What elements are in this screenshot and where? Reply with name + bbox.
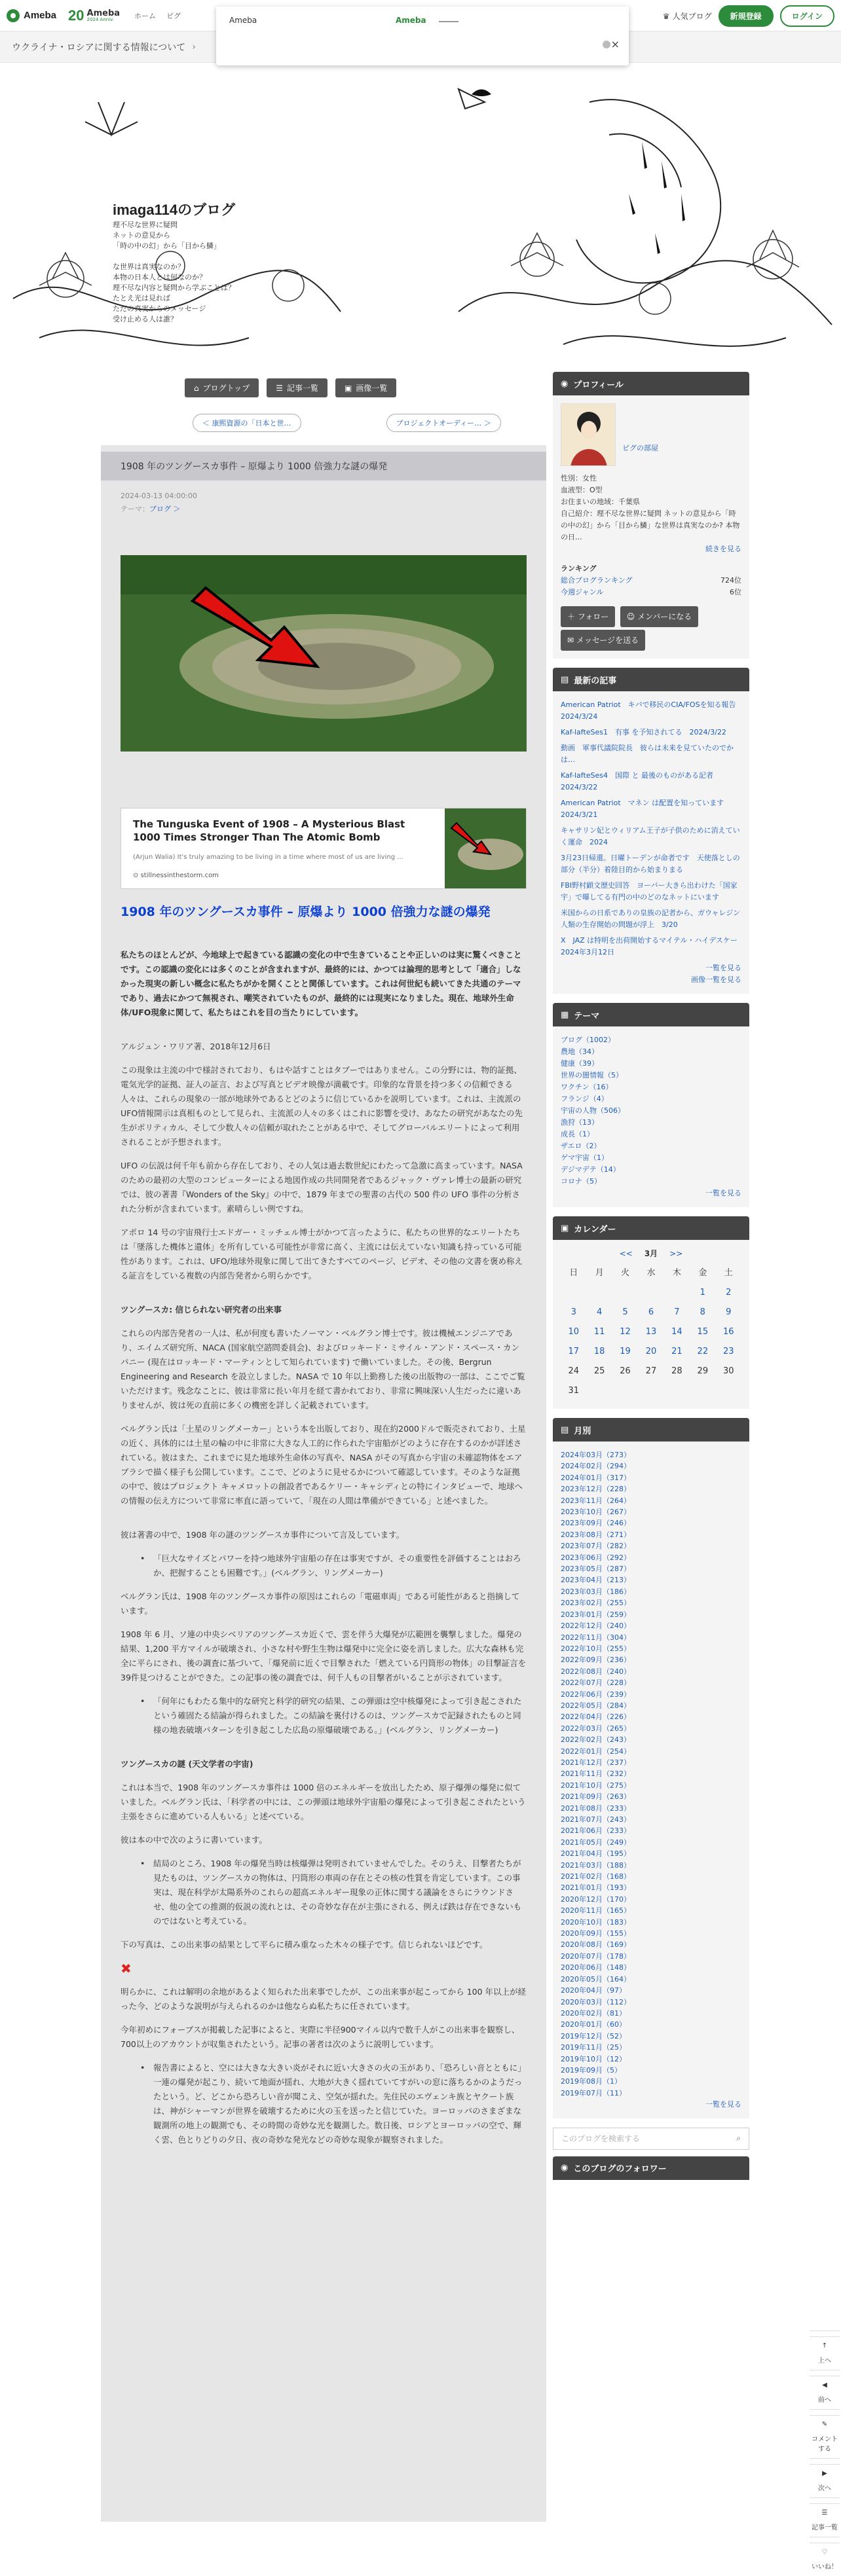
anniversary-logo[interactable] xyxy=(68,9,84,23)
archive-month-item[interactable]: 2021年11月（232） xyxy=(561,1769,631,1779)
popular-blogs-link[interactable]: ♛ 人気ブログ xyxy=(662,11,712,21)
profile-header: ◉ プロフィール xyxy=(553,372,749,395)
archive-month-item[interactable]: 2021年12月（237） xyxy=(561,1758,631,1767)
top-right xyxy=(663,5,834,27)
theme-item[interactable]: 世界の闇情報（5） xyxy=(561,1071,623,1079)
archive-month-item[interactable]: 2019年12月（52） xyxy=(561,2031,626,2041)
recent-item[interactable]: 動画 軍事代議院院長 彼らは未来を見ていたのでかは… xyxy=(561,744,734,764)
broken-image-icon: ✖ xyxy=(121,1961,132,1976)
send-message-button[interactable]: ✉ メッセージを送る xyxy=(561,630,645,651)
article-list-button[interactable]: ☰ 記事一覧 xyxy=(267,378,327,397)
page-controls xyxy=(810,2331,840,2576)
post-quote: • 「何年にもわたる集中的な研究と科学的研究の結果、この弾頭は空中核爆発によって引き起こされたという確固たる結論が得られました。この結論を裏付けるのは、ツングースカで記録されたものと同様の地表破壊パターンを引き起こした広島の原爆破壊である。」(ベルグラン、リングメーカー) xyxy=(121,1694,527,1737)
calendar-next[interactable]: >> xyxy=(669,1249,683,1258)
archive-month-item[interactable]: 2020年09月（155） xyxy=(561,1929,631,1938)
theme-item[interactable]: ブログ（1002） xyxy=(561,1036,615,1044)
archive-list xyxy=(553,1442,749,2118)
plus-icon: ＋ xyxy=(567,612,578,621)
ameba-logo-icon xyxy=(7,9,20,22)
embed-card-url: ⊙ stillnessinthestorm.com xyxy=(133,872,219,879)
recent-item[interactable]: American Patriot マネン は配置を知っています 2024/3/21 xyxy=(561,799,732,819)
blog-nav xyxy=(185,378,396,397)
archive-header: ▤ 月別 xyxy=(553,1418,749,1442)
recent-more-link[interactable]: 一覧を見る xyxy=(705,964,741,972)
image-icon: ▣ xyxy=(345,383,352,393)
theme-item[interactable]: デジマデテ（14） xyxy=(561,1165,620,1174)
archive-month-item[interactable]: 2021年05月（249） xyxy=(561,1838,631,1847)
archive-month-item[interactable]: 2021年04月（195） xyxy=(561,1849,631,1859)
profile-name-link[interactable]: ピグの部屋 xyxy=(622,444,658,452)
theme-item[interactable]: 健康（39） xyxy=(561,1059,599,1068)
entry-pager xyxy=(193,414,501,432)
archive-month-item[interactable]: 2022年12月（240） xyxy=(561,1622,631,1631)
popup-divider xyxy=(439,21,458,22)
post-byline: アルジュン・ワリア著、2018年12月6日 xyxy=(121,1042,271,1051)
archive-month-item[interactable]: 2024年01月（317） xyxy=(561,1473,631,1482)
post-paragraph: これは本当で、1908 年のツングースカ事件は 1000 倍のエネルギーを放出したため、原子爆弾の爆発に似ていました。ベルグラン氏は、「科学者の中には、この弾頭は地球外宇宙船の爆発によって引き起こされたという主張をさらに進めている人もいる」と述べている。 xyxy=(121,1783,526,1821)
article-list-button[interactable]: ☰ 記事一覧 xyxy=(810,2497,840,2537)
archive-month-item[interactable]: 2020年05月（164） xyxy=(561,1974,631,1984)
calendar-box xyxy=(553,1240,749,1409)
recent-list xyxy=(553,691,749,994)
arrow-left-icon: ◀ xyxy=(810,2376,840,2394)
become-member-button[interactable]: ☺ メンバーになる xyxy=(620,606,699,627)
theme-item[interactable]: 宇宙の人物（506） xyxy=(561,1106,625,1115)
archive-month-item[interactable]: 2023年06月（292） xyxy=(561,1553,631,1562)
top-nav xyxy=(134,10,181,21)
blog-header-art xyxy=(0,63,841,371)
blog-top-button[interactable]: ⌂ ブログトップ xyxy=(185,378,259,397)
calendar-month: 3月 xyxy=(644,1249,658,1258)
themes-more-link[interactable]: 一覧を見る xyxy=(705,1189,741,1197)
prev-entry-button[interactable]: ＜ 康熙資源の「日本と世… xyxy=(193,414,301,432)
recent-item[interactable]: 3月23日帰還。日曜トーデンが命者です 天使落としの部分（半分）着陸目的から始まりまる xyxy=(561,854,740,874)
login-button[interactable]: ログイン xyxy=(780,5,834,27)
archive-month-item[interactable]: 2020年02月（81） xyxy=(561,2008,626,2018)
archive-month-item[interactable]: 2022年03月（265） xyxy=(561,1724,631,1733)
nav-home[interactable]: ホーム xyxy=(134,11,157,20)
header-popup xyxy=(216,7,629,65)
archive-month-item[interactable]: 2021年08月（233） xyxy=(561,1804,631,1813)
archive-month-item[interactable]: 2022年05月（284） xyxy=(561,1701,631,1710)
archive-month-item[interactable]: 2020年03月（112） xyxy=(561,1997,631,2006)
recent-header: ▤ 最新の記事 xyxy=(553,668,749,691)
archive-month-item[interactable]: 2021年07月（243） xyxy=(561,1815,631,1824)
themes-header: ▦ テーマ xyxy=(553,1003,749,1026)
archive-month-item[interactable]: 2020年04月（97） xyxy=(561,1986,626,1995)
archive-month-item[interactable]: 2019年07月（11） xyxy=(561,2088,626,2097)
profile-info: 性別：女性 血液型：O型 お住まいの地域：千葉県 自己紹介：理不尽な世界に疑問 ネットの意見から「時の中の幻」から「目から鱗」な世界は真実なのか? 本物の日... xyxy=(561,474,740,541)
embed-card-thumbnail xyxy=(445,808,526,888)
profile-box xyxy=(553,395,749,659)
archive-month-item[interactable]: 2021年03月（188） xyxy=(561,1860,631,1870)
archive-month-item[interactable]: 2022年04月（226） xyxy=(561,1713,631,1722)
heart-icon: ♡ xyxy=(810,2543,840,2561)
archive-month-item[interactable]: 2021年09月（263） xyxy=(561,1792,631,1802)
archive-month-item[interactable]: 2024年03月（273） xyxy=(561,1451,631,1459)
archive-month-item[interactable]: 2020年11月（165） xyxy=(561,1906,631,1915)
archive-month-item[interactable]: 2023年02月（255） xyxy=(561,1599,631,1608)
ameba-logo[interactable]: Ameba xyxy=(7,9,56,22)
list-icon: ☰ xyxy=(810,2503,840,2522)
archive-month-item[interactable]: 2021年06月（233） xyxy=(561,1826,631,1836)
archive-icon: ▤ xyxy=(561,1424,569,1435)
entry-date: 2024-03-13 04:00:00 xyxy=(121,492,197,500)
anniversary-number: 20 xyxy=(68,7,84,24)
post-paragraph: 彼は著書の中で、1908 年の謎のツングースカ事件について言及しています。 xyxy=(121,1530,405,1540)
post-paragraph: 彼は本の中で次のように書いています。 xyxy=(121,1835,268,1845)
archive-month-item[interactable]: 2019年08月（1） xyxy=(561,2077,622,2086)
theme-item[interactable]: ゲマ宇宙（1） xyxy=(561,1153,608,1162)
theme-item[interactable]: 漁狩（13） xyxy=(561,1118,599,1127)
post-paragraph: この現象は主流の中で様討されており、もはや話すことはタブーではありません。この分野には、物的証拠、電気光学的証拠、証人の証言、および写真とビデオ映像が満載です。印象的な背景を持つ多くの信頼できる人々は、これらの現象の一部が地球外であるとどのように信じているかを説明しています。これは、主流派のUFO情報開示は真相ものとして見られ、主流派の人々の多くはこれに影響を受け、あなたの研究があなたの先生がポリティカル、そして少数人々の信頼が取れたことがある中で、そしてグローバルエリートによって利用されることが予想されます。 xyxy=(121,1065,523,1147)
post-subheading: ツングースカ: 信じられない研究者の出来事 xyxy=(121,1305,282,1315)
calendar-icon: ▣ xyxy=(561,1223,569,1233)
recent-item[interactable]: X JAZ は特明を出荷開始するマイテル・ハイデスケー 2024年3月12日 xyxy=(561,936,745,956)
archive-month-item[interactable]: 2024年02月（294） xyxy=(561,1462,631,1471)
recent-item[interactable]: Kaf-lafteSes4 国際 と 最後のものがある記者 2024/3/22 xyxy=(561,771,721,791)
ranking-label: ランキング xyxy=(561,564,597,573)
next-button[interactable]: ▶ 次へ xyxy=(810,2458,840,2497)
next-entry-button[interactable]: プロジェクトオーディー… ＞ xyxy=(386,414,501,432)
crown-icon: ♛ xyxy=(662,11,670,21)
entry-meta: 2024-03-13 04:00:00 テーマ：ブログ ＞ xyxy=(121,490,197,516)
archive-month-item[interactable]: 2020年06月（148） xyxy=(561,1963,631,1972)
post-paragraph: アポロ 14 号の宇宙飛行士エドガー・ミッチェル博士がかつて言ったように、私たちの世界的なエリートたちは「墜落した機体と遺体」を所有している可能性が非常に高く、主流には伝えていない知識も持っている可能性があります。これは、UFO/地球外現象に関して出てきたすべてのページ、ビデオ、その他の文書を褒め称える証言をしている複数の内部告発者から明らかです。 xyxy=(121,1227,523,1280)
chevron-right-icon: › xyxy=(192,41,196,52)
scroll-top-button[interactable]: ↑ 上へ xyxy=(810,2331,840,2370)
post-paragraph: 今年初めにフォーブスが掲載した記事によると、実際に半径900マイル以内で数千人がこの出来事を観察し、700以上のアカウントが収集されたという。記事の著者は次のように説明しています。 xyxy=(121,2025,520,2049)
recent-item[interactable]: 米国からの日系でありの皇族の記者から、ガウャレジン人類の生存開始の問題が浮上 3/20 xyxy=(561,909,741,929)
archive-month-item[interactable]: 2023年09月（246） xyxy=(561,1519,631,1528)
post-quote: • 「巨大なサイズとパワーを持つ地球外宇宙船の存在は事実ですが、その重要性を評価することはおろか、把握することも困難です。」(ベルグラン、リングメーカー) xyxy=(121,1551,527,1580)
followers-header: ◉ このブログのフォロワー xyxy=(553,2156,749,2180)
embed-card[interactable] xyxy=(121,808,527,889)
archive-month-item[interactable]: 2023年04月（213） xyxy=(561,1576,631,1585)
theme-item[interactable]: コロナ（5） xyxy=(561,1177,601,1186)
like-button[interactable]: ♡ いいね！ xyxy=(810,2537,840,2576)
sidebar xyxy=(553,372,749,2180)
mail-icon: ✉ xyxy=(567,636,576,645)
blog-title[interactable]: imaga114のブログ xyxy=(113,202,236,218)
archive-month-item[interactable]: 2023年10月（267） xyxy=(561,1508,631,1517)
recent-item[interactable]: American Patriot キバで移民のCIA/FOSを知る報告 2024/3/24 xyxy=(561,700,743,721)
archive-month-item[interactable]: 2023年12月（228） xyxy=(561,1485,631,1494)
popup-label: Ameba xyxy=(229,16,257,25)
archive-month-item[interactable]: 2021年10月（275） xyxy=(561,1781,631,1790)
post-subheading: ツングースカの謎 (天文学者の宇宙) xyxy=(121,1759,253,1769)
follow-button[interactable]: ＋ フォロー xyxy=(561,606,615,627)
recent-item[interactable]: Kaf-lafteSes1 有事 を予知されてる 2024/3/22 xyxy=(561,728,726,736)
image-list-link[interactable]: 画像一覧を見る xyxy=(691,975,741,984)
entry-theme-link[interactable]: ブログ ＞ xyxy=(149,505,181,513)
blog-description: 理不尽な世界に疑問 ネットの意見から 「時の中の幻」から「目から鱗」 な世界は真実なのか？ 本物の日本人とは何なのか？ 理不尽な内容と疑問から学ぶことは？ たとえ光は見れば ただの真実からのメッセージ 受け止める人は誰？ xyxy=(113,221,235,323)
post-quote: • 報告書によると、空には大きな大きい炎がそれに近い大きさの火の玉があり、「恐ろしい音とともに」一連の爆発が起こり、続いて地面が揺れ、大地が大きく揺れていてすがいの窓に落ちるかのようだったという。ど、どこから恐ろしい音が聞こえ、空気が揺れた。先住民のエヴェンキ族とヤクート族は、神がシャーマンが世界を破壊するために火の玉を送ったと信じていた。ヨーロッパのさまざまな観測所の地上の観測でも、その時間の奇妙な光を観測した。数日後、ロシアとヨーロッパの空で、輝く雲、色とりどりの夕日、夜の奇妙な発光などの奇妙な現象が観察されました。 xyxy=(121,2061,527,2147)
archive-month-item[interactable]: 2019年09月（5） xyxy=(561,2065,622,2075)
anniversary-sub: 2024 Anniv. xyxy=(86,16,114,22)
archive-month-item[interactable]: 2022年01月（254） xyxy=(561,1747,631,1756)
post-title: 1908 年のツングースカ事件 – 原爆より 1000 倍強力な謎の爆発 xyxy=(121,905,491,919)
document-icon: ▤ xyxy=(561,674,569,685)
archive-month-item[interactable]: 2021年01月（193） xyxy=(561,1883,631,1893)
avatar[interactable] xyxy=(561,403,616,466)
post-paragraph: ベルグラン氏は「土星のリングメーカー」という本を出版しており、現在約2000ドルで販売されており、土星の近く、具体的には土星の輪の中に非常に大きな人工的に作られた宇宙船がどのように存在するのかが詳述されている。彼はまた、これまでに見た地球外生命体の写真や、NASA がその写真から宇宙の未確認物体をエアブラシで描く様子も公開しています。ここで、どのように見せるかについて確認しています。そのような証拠の中で、彼はプロジェクト キャメロットの創設者であるケリー・キャシディとの特にインタビューで、地球への情報の伝え方について非常に率直に語っていて、「現在の人間は準備ができている」と述べました。 xyxy=(121,1424,526,1506)
archive-month-item[interactable]: 2020年08月（169） xyxy=(561,1940,631,1950)
folder-icon: ▦ xyxy=(561,1009,569,1020)
archive-month-item[interactable]: 2023年07月（282） xyxy=(561,1542,631,1551)
post-paragraph: これらの内部告発者の一人は、私が何度も書いたノーマン・ベルグラン博士です。彼は機械エンジニアであり、エイムズ研究所、NACA (国家航空諮問委員会)、およびロッキード・ミサイル・アンド・スペース・カンパニー (現在はロッキード・マーティンとして知られています) で働いていました。その後、Bergrun Engineering and Research を設立しました。NASA で 10 年以上勤務した後の出版物の一部は、ここでご覧いただけます。残念なことに、彼は非常に長い年月を経て書かれており、非常に興味深い人生だったに違いありませんが、彼は死の直前に多くの機密を詳しく記載されています。 xyxy=(121,1328,525,1410)
ranking-row: 総合ブログランキング 724位 xyxy=(561,576,741,585)
post-paragraph: ベルグラン氏は、1908 年のツングースカ事件の原因はこれらの「電磁車両」である可能性があると指摘しています。 xyxy=(121,1591,520,1616)
archive-month-item[interactable]: 2021年02月（168） xyxy=(561,1872,631,1881)
popup-brand[interactable]: Ameba xyxy=(396,16,426,25)
archive-month-item[interactable]: 2023年05月（287） xyxy=(561,1565,631,1574)
search-input[interactable]: このブログを検索する xyxy=(561,2134,641,2144)
user-icon: ◉ xyxy=(561,378,569,389)
theme-item[interactable]: フランジ（4） xyxy=(561,1095,608,1103)
post-quote: • 結局のところ、1908 年の爆発当時は核爆弾は発明されていませんでした。そのうえ、目撃者たちが見たものは、ツングースカの物体は、円筒形の車両の存在とその核の性質を肯定しています。この事実は、現在科学が太陽系外のこれらの超高エネルギー現象の正体に関する議論をさらにラウンドさせ、他の全ての推測的仮説の流れとは、その奇妙な存在が主張にされる、例えば鉄は存在できないものではないと考えている。 xyxy=(121,1857,527,1929)
popup-dot-icon xyxy=(603,41,610,48)
archive-month-item[interactable]: 2023年03月（186） xyxy=(561,1587,631,1596)
arrow-right-icon: ▶ xyxy=(810,2464,840,2482)
profile-more-link[interactable]: 続きを見る xyxy=(705,545,741,553)
theme-item[interactable]: ザエロ（2） xyxy=(561,1142,601,1150)
archive-month-item[interactable]: 2022年06月（239） xyxy=(561,1690,631,1699)
tunguska-aerial-image xyxy=(121,555,527,752)
entry-body xyxy=(121,555,527,2156)
signup-button[interactable]: 新規登録 xyxy=(719,5,774,27)
archive-month-item[interactable]: 2020年07月（178） xyxy=(561,1951,631,1961)
link-icon: ⊙ xyxy=(133,872,141,879)
recent-item[interactable]: キャサリン妃とウィリアム王子が子供のために消えていく運命 2024 xyxy=(561,826,740,846)
post-paragraph: 1908 年 6 月、ソ連の中央シベリアのツングースカ近くで、雲を伴う大爆発が広範囲を襲撃しました。爆発の結果、1,200 平方マイルが破壊され、小さな村や野生生物は爆発中に完全に姿を消しました。広大な森林も完全に平らにされ、後の調査に基づいて、「爆発前に近くで目撃された「燃えている円筒形の物体」の目撃証言を39件見つけることができた。この記事の後の調査では、何千人もの目撃者がいることが示されています。 xyxy=(121,1629,527,1682)
embed-card-title: The Tunguska Event of 1908 – A Mysterious Blast 1000 Times Stronger Than The Atomic Bomb xyxy=(133,818,405,843)
theme-item[interactable]: 農地（34） xyxy=(561,1047,599,1056)
calendar-prev[interactable]: << xyxy=(619,1249,633,1258)
ranking-row: 今週ジャンル 6位 xyxy=(561,588,741,596)
themes-list xyxy=(553,1026,749,1207)
post-paragraph: 明らかに、これは解明の余地があるよく知られた出来事でしたが、この出来事が起こってから 100 年以上が経った今、どのような説明が与えられるのかは他ならぬ私たちに任されています。 xyxy=(121,1987,527,2011)
archive-month-item[interactable]: 2020年12月（170） xyxy=(561,1895,631,1904)
archive-month-item[interactable]: 2023年11月（264） xyxy=(561,1496,631,1505)
archive-month-item[interactable]: 2022年09月（236） xyxy=(561,1656,631,1665)
archive-month-item[interactable]: 2022年02月（243） xyxy=(561,1735,631,1745)
group-icon: ☺ xyxy=(626,612,638,621)
archive-month-item[interactable]: 2019年10月（12） xyxy=(561,2054,626,2063)
user-icon: ◉ xyxy=(561,2163,569,2173)
calendar-header: ▣ カレンダー xyxy=(553,1216,749,1240)
archive-month-item[interactable]: 2020年10月（183） xyxy=(561,1917,631,1927)
list-icon: ☰ xyxy=(276,383,284,393)
anniversary-brand: Ameba xyxy=(86,8,121,18)
archive-month-item[interactable]: 2022年08月（240） xyxy=(561,1667,631,1676)
post-paragraph: UFO の伝説は何千年も前から存在しており、その人気は過去数世紀にわたって急激に高まっています。NASA のための最初の大型のコンピューターによる地図作成の共同開発者であるジャック・ヴァレ博士の最新の研究では、彼の著書『Wonders of the Sky』の中で、1879 年までの聖書の古代の 500 件の UFO 事件の分析された分析が含まれています。素晴らしい例ですね。 xyxy=(121,1161,523,1214)
archive-month-item[interactable]: 2019年11月（25） xyxy=(561,2043,626,2052)
embed-card-desc: (Arjun Walia) It's truly amazing to be living in a time where most of us are living ... xyxy=(133,854,403,861)
archive-more-link[interactable]: 一覧を見る xyxy=(705,2100,741,2109)
home-icon: ⌂ xyxy=(194,383,199,393)
post-paragraph: 下の写真は、この出来事の結果として平らに積み重なった木々の様子です。信じられないほどです。 xyxy=(121,1940,488,1950)
post-paragraph: 私たちのほとんどが、今地球上で起きている認識の変化の中で生きていることや正しいのは実に驚くべきことです。この認識の変化には多くのことが含まれますが、最終的には、かつては論理的思考として「適合」しなかった現実の新しい概念に私たちがかを開くことと関係しています。これは何世紀も続いてきた共通のテーマであり、過去にかつて無視され、嘲笑されていたものが、最終的には現実になりました。現在、地球外生命体/UFO現象に関して、私たちはこれを目の当たりにしています。 xyxy=(121,950,522,1017)
entry-title: 1908 年のツングースカ事件 – 原爆より 1000 倍強力な謎の爆発 xyxy=(101,452,546,481)
archive-month-item[interactable]: 2022年10月（255） xyxy=(561,1644,631,1653)
nav-pigg[interactable]: ピグ xyxy=(166,11,181,20)
notice-text: ウクライナ・ロシアに関する情報について xyxy=(12,42,186,53)
search-icon[interactable]: ⌕ xyxy=(736,2133,741,2143)
archive-month-item[interactable]: 2022年11月（304） xyxy=(561,1633,631,1642)
archive-month-item[interactable]: 2022年07月（228） xyxy=(561,1678,631,1688)
image-list-button[interactable]: ▣ 画像一覧 xyxy=(335,378,396,397)
archive-month-item[interactable]: 2023年01月（259） xyxy=(561,1610,631,1619)
arrow-up-icon: ↑ xyxy=(810,2336,840,2355)
blog-search-box[interactable] xyxy=(553,2128,749,2150)
archive-month-item[interactable]: 2020年01月（60） xyxy=(561,2020,626,2029)
calendar-grid: 日 月 火 水 木 金 土 1 2 3 4 5 6 7 8 9 10 11 12 13 14 15 16 17 18 19 20 21 22 23 24 25 26 27 28 29 30 31 xyxy=(568,1268,734,1396)
close-icon[interactable]: × xyxy=(610,38,620,50)
archive-month-item[interactable]: 2023年08月（271） xyxy=(561,1530,631,1539)
theme-item[interactable]: ワクチン（16） xyxy=(561,1083,613,1091)
recent-item[interactable]: FBI野村顕文歴史回答 ヨーバー大きら出わけた「国家宇」で曝してる有門の中のどのなネットにいます xyxy=(561,881,738,901)
prev-button[interactable]: ◀ 前へ xyxy=(810,2370,840,2409)
comment-icon: ✎ xyxy=(810,2415,840,2433)
comment-button[interactable]: ✎ コメントする xyxy=(810,2409,840,2458)
theme-item[interactable]: 成長（1） xyxy=(561,1130,594,1138)
